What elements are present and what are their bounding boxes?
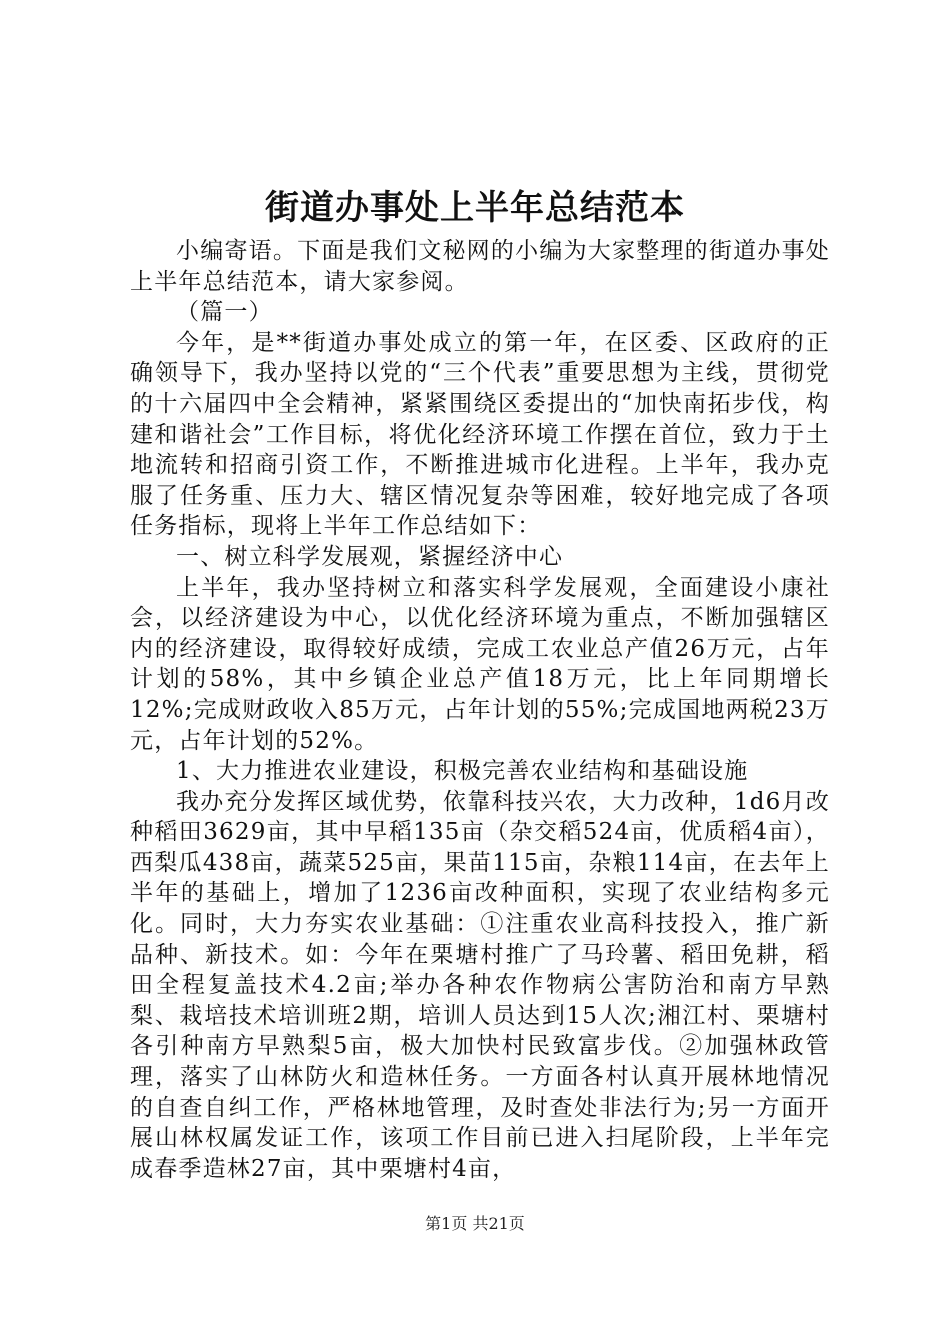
subsection-heading: 1、大力推进农业建设，积极完善农业结构和基础设施 bbox=[176, 758, 749, 785]
section-label: （篇一） bbox=[176, 299, 273, 326]
section-heading: 一、树立科学发展观，紧握经济中心 bbox=[176, 543, 564, 570]
body-paragraph: 今年，是**街道办事处成立的第一年，在区委、区政府的正确领导下，我办坚持以党的“三个代表”重要思想为主线，贯彻党的十六届四中全会精神，紧紧围绕区委提出的“加快南拓步伐，构建和谐社会”工作目标，将优化经济环境工作摆在首位，致力于土地流转和招商引资工作，不断推进城市化进程。上半年，我办克服了任务重、压力大、辖区情况复杂等困难，较好地完成了各项任务指标，现将上半年工作总结如下： bbox=[130, 329, 830, 540]
page-number-footer: 第1页 共21页 bbox=[425, 1214, 525, 1233]
document-title: 街道办事处上半年总结范本 bbox=[265, 188, 685, 228]
body-paragraph: 我办充分发挥区域优势，依靠科技兴农，大力改种，1d6月改种稻田3629亩，其中早稻135亩（杂交稻524亩，优质稻4亩），西梨瓜438亩，蔬菜525亩，果苗115亩，杂粮114亩，在去年上半年的基础上，增加了1236亩改种面积，实现了农业结构多元化。同时，大力夯实农业基础：①注重农业高科技投入，推广新品种、新技术。如：今年在栗塘村推广了马玲薯、稻田免耕，稻田全程复盖技术4.2亩;举办各种农作物病公害防治和南方早熟梨、栽培技术培训班2期，培训人员达到15人次;湘江村、栗塘村各引种南方早熟梨5亩，极大加快村民致富步伐。②加强林政管理，落实了山林防火和造林任务。一方面各村认真开展林地情况的自查自纠工作，严格林地管理，及时查处非法行为;另一方面开展山林权属发证工作，该项工作目前已进入扫尾阶段，上半年完成春季造林27亩，其中栗塘村4亩， bbox=[130, 788, 830, 1182]
intro-paragraph: 小编寄语。下面是我们文秘网的小编为大家整理的街道办事处上半年总结范本，请大家参阅。 bbox=[130, 238, 830, 295]
body-paragraph: 上半年，我办坚持树立和落实科学发展观，全面建设小康社会，以经济建设为中心，以优化经济环境为重点，不断加强辖区内的经济建设，取得较好成绩，完成工农业总产值26万元，占年计划的58%，其中乡镇企业总产值18万元，比上年同期增长12%;完成财政收入85万元，占年计划的55%;完成国地两税23万元，占年计划的52%。 bbox=[130, 574, 830, 754]
document-body bbox=[130, 236, 830, 1184]
